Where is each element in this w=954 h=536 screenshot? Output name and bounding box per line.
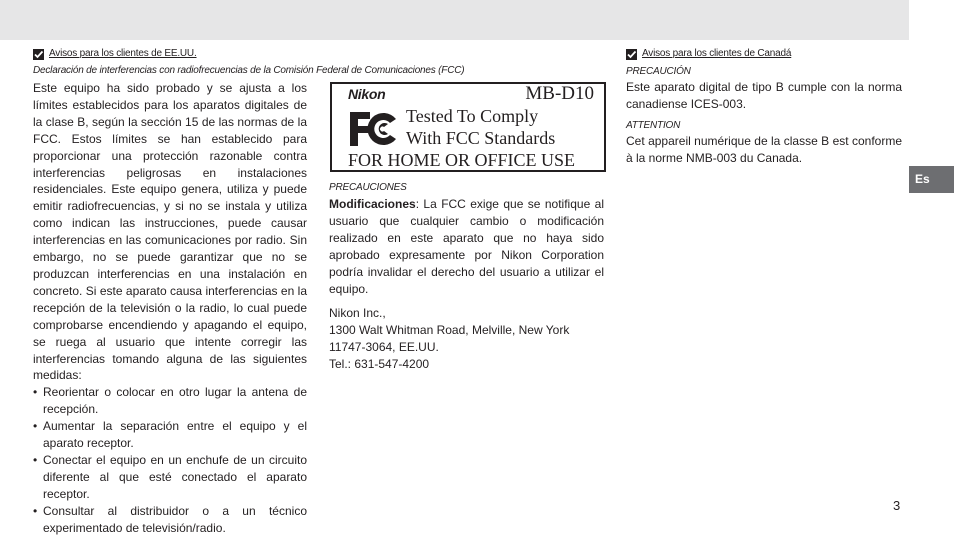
header-bar <box>0 0 909 40</box>
canada-section-heading <box>626 48 791 60</box>
list-item: • Reorientar o colocar en otro lugar la antena de recepción. <box>33 384 307 418</box>
us-bullet-list <box>33 384 307 536</box>
address-line-2: 11747-3064, EE.UU. <box>329 340 439 355</box>
model-name: MB-D10 <box>525 83 594 104</box>
modifications-paragraph <box>329 196 604 297</box>
fcc-logo-icon <box>348 110 398 148</box>
fcc-line-2: With FCC Standards <box>406 128 556 148</box>
address-line-1: 1300 Walt Whitman Road, Melville, New York <box>329 323 570 338</box>
list-item: • Conectar el equipo en un enchufe de un circuito diferente al que esté conectado el aparato receptor. <box>33 452 307 503</box>
fcc-label <box>330 82 606 172</box>
attention-text: Cet appareil numérique de la classe B est conforme à la norme NMB-003 du Canada. <box>626 134 902 165</box>
us-body-text: Este equipo ha sido probado y se ajusta a los límites establecidos para los aparatos digitales de la clase B, según la sección 15 de las normas de la FCC. Estos límites se han establecido para proporcionar una protección razonable contra interferencias peligrosas en instalaciones residenciales. Este equipo genera, utiliza y puede emitir radiofrecuencias, y si no se instala y utiliza como indican las instrucciones, puede causar interferencias en las comunicaciones por radio. Sin embargo, no se puede garantizar que no se produzcan interferencias en una instalación en concreto. Si este aparato causa interferencias en la recepción de la televisión o la radio, lo cual puede comprobarse encendiendo y apagando el equipo, se ruega al usuario que intente corregir las interferencias tomando alguna de las siguientes medidas: <box>33 81 307 383</box>
fcc-declaration-heading: Declaración de interferencias con radiofrecuencias de la Comisión Federal de Comunicaciones (FCC) <box>33 65 465 76</box>
us-section-heading <box>33 48 197 60</box>
us-body-column <box>33 80 307 536</box>
us-heading-text: Avisos para los clientes de EE.UU. <box>49 48 197 59</box>
precaucion-text: Este aparato digital de tipo B cumple con la norma canadiense ICES-003. <box>626 80 902 111</box>
list-item: • Aumentar la separación entre el equipo y el aparato receptor. <box>33 418 307 452</box>
precaucion-heading: PRECAUCIÓN <box>626 66 691 77</box>
modifications-text: : La FCC exige que se notifique al usuario que cualquier cambio o modificación realizado en este aparato que no haya sido aprobado expresamente por Nikon Corporation podría invalidar el derecho del usuario a utilizar el equipo. <box>329 197 604 296</box>
precautions-heading: PRECAUCIONES <box>329 182 407 193</box>
nikon-logo: Nikon <box>348 86 386 102</box>
company-name: Nikon Inc., <box>329 306 386 321</box>
fcc-line-1: Tested To Comply <box>406 106 539 126</box>
language-tab: Es <box>909 166 954 193</box>
checkmark-icon <box>626 49 637 60</box>
checkmark-icon <box>33 49 44 60</box>
modifications-term: Modificaciones <box>329 197 416 211</box>
precautions-column <box>329 196 604 373</box>
list-item: • Consultar al distribuidor o a un técnico experimentado de televisión/radio. <box>33 503 307 536</box>
attention-heading: ATTENTION <box>626 120 681 131</box>
fcc-line-3: FOR HOME OR OFFICE USE <box>348 150 576 170</box>
canada-heading-text: Avisos para los clientes de Canadá <box>642 48 792 59</box>
page-number: 3 <box>893 498 901 513</box>
phone: Tel.: 631-547-4200 <box>329 357 430 372</box>
